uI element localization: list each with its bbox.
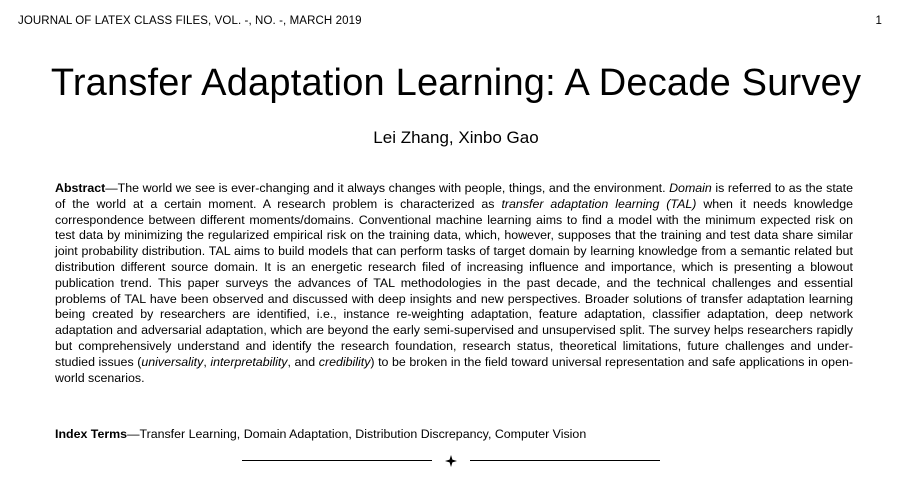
divider-rule-right — [470, 460, 660, 461]
abstract-emphasis: universality — [141, 354, 204, 369]
index-terms-label: Index Terms — [55, 427, 128, 441]
running-header — [18, 15, 882, 27]
section-divider — [0, 452, 912, 468]
abstract-emphasis: interpretability — [210, 354, 288, 369]
abstract-text: ) to be broken in the field toward universal representation and safe applications in open-world scenarios. — [55, 354, 853, 385]
journal-header: JOURNAL OF LATEX CLASS FILES, VOL. -, NO. -, MARCH 2019 — [18, 15, 362, 27]
paper-title: Transfer Adaptation Learning: A Decade Survey — [50, 62, 862, 104]
index-terms — [55, 427, 853, 443]
abstract-paragraph — [55, 181, 853, 386]
abstract-text: when it needs knowledge correspondence between different moments/domains. Conventional machine learning aims to find a model with the minimum expected risk on test data by minimizing the regularized empirical risk on the training data, which, however, supposes that the training and test data share similar joint probability distribution. TAL aims to build models that can perform tasks of target domain by learning knowledge from a semantic related but distribution different source domain. It is an energetic research filed of increasing influence and importance, which is presenting a blowout publication trend. This paper surveys the advances of TAL methodologies in the past decade, and the technical challenges and essential problems of TAL have been observed and discussed with deep insights and new perspectives. Broader solutions of transfer adaptation learning being created by researchers are identified, i.e., instance re-weighting adaptation, feature adaptation, classifier adaptation, deep network adaptation and adversarial adaptation, which are beyond the early semi-supervised and unsupervised split. The survey helps researchers rapidly but comprehensively understand and identify the research foundation, research status, theoretical limitations, future challenges and under-studied issues ( — [55, 196, 853, 369]
abstract-text: , and — [287, 354, 319, 369]
abstract-emphasis: Domain — [669, 181, 712, 195]
divider-rule-left — [242, 460, 432, 461]
page-number: 1 — [875, 15, 882, 27]
abstract-emphasis: credibility — [318, 354, 371, 369]
abstract-label: Abstract — [55, 181, 106, 195]
index-terms-text: —Transfer Learning, Domain Adaptation, Distribution Discrepancy, Computer Vision — [127, 427, 587, 441]
abstract-text: —The world we see is ever-changing and it always changes with people, things, and the environment. — [105, 181, 670, 195]
abstract-emphasis: transfer adaptation learning (TAL) — [501, 196, 697, 211]
paper-authors: Lei Zhang, Xinbo Gao — [373, 128, 539, 147]
abstract-text: , — [203, 354, 211, 369]
abstract-text: is referred to as the state of the world at a certain moment. A research problem is characterized as — [55, 181, 853, 211]
diamond-icon — [445, 455, 457, 467]
